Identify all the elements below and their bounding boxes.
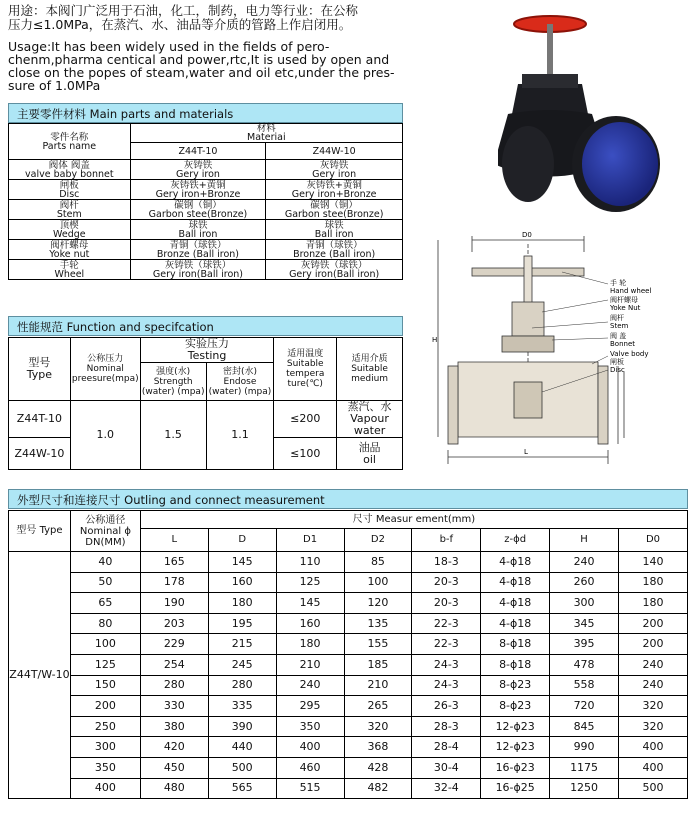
dims-row (9, 634, 688, 655)
func-type-header: 型号 Type (9, 338, 71, 401)
dims-value-cell: 18-3 (412, 552, 481, 573)
dims-measurement-header: 尺寸 Measur ement(mm) (140, 511, 687, 529)
dims-value-cell: 482 (344, 778, 412, 799)
dims-col-header: b-f (412, 529, 481, 552)
label-handwheel-en: Hand wheel (610, 287, 652, 295)
dims-value-cell: 558 (550, 675, 619, 696)
parts-name-cell: 手轮 Wheel (9, 260, 131, 280)
dims-value-cell: 460 (276, 757, 344, 778)
parts-material-cell: 灰铸铁+黄铜 Gery iron+Bronze (266, 180, 403, 200)
dims-dn-cell: 50 (70, 572, 140, 593)
func-endose-value: 1.1 (206, 401, 274, 470)
dims-value-cell: 135 (344, 613, 412, 634)
dims-value-cell: 380 (140, 716, 208, 737)
label-valvebody-en: Valve body (610, 350, 649, 358)
dims-value-cell: 420 (140, 737, 208, 758)
dims-value-cell: 140 (619, 552, 688, 573)
parts-row (9, 240, 403, 260)
parts-name-cell: 顶楔 Wedge (9, 220, 131, 240)
label-yokenut-en: Yoke Nut (610, 304, 641, 312)
dims-value-cell: 295 (276, 696, 344, 717)
dims-value-cell: 4-ϕ18 (481, 572, 550, 593)
dims-dn-cell: 300 (70, 737, 140, 758)
parts-section-header (8, 103, 403, 123)
intro-en-line3: close on the popes of steam,water and oil etc,under the pres- (8, 65, 395, 80)
func-medium1: 蒸汽、水 Vapour water (337, 401, 403, 438)
dims-dn-cell: 400 (70, 778, 140, 799)
parts-material-cell: 青铜（球铁） Bronze (Ball iron) (266, 240, 403, 260)
dims-row (9, 593, 688, 614)
dims-row (9, 675, 688, 696)
dims-value-cell: 20-3 (412, 572, 481, 593)
dims-dn-cell: 65 (70, 593, 140, 614)
label-yokenut-cn: 阀杆螺母 (610, 296, 638, 304)
dims-value-cell: 395 (550, 634, 619, 655)
dims-value-cell: 845 (550, 716, 619, 737)
dims-section-header (8, 489, 688, 509)
dims-value-cell: 178 (140, 572, 208, 593)
dims-value-cell: 200 (619, 634, 688, 655)
label-disc-cn: 闸板 (610, 358, 624, 366)
dims-value-cell: 16-ϕ25 (481, 778, 550, 799)
dims-row (9, 716, 688, 737)
parts-material-cell: 灰铸铁（球铁） Gery iron(Ball iron) (266, 260, 403, 280)
dims-value-cell: 350 (276, 716, 344, 737)
dims-dn-cell: 80 (70, 613, 140, 634)
dims-dn-header: 公称通径 Nominal ϕ DN(MM) (70, 511, 140, 552)
dims-value-cell: 190 (140, 593, 208, 614)
parts-col-name: 零件名称 Parts name (9, 124, 131, 160)
dims-value-cell: 500 (208, 757, 276, 778)
dims-value-cell: 180 (619, 593, 688, 614)
dims-row (9, 757, 688, 778)
parts-material-cell: 球铁 Ball iron (266, 220, 403, 240)
dims-col-header: z-ϕd (481, 529, 550, 552)
dims-value-cell: 515 (276, 778, 344, 799)
dims-table (8, 510, 688, 799)
dims-value-cell: 165 (140, 552, 208, 573)
parts-name-cell: 闸板 Disc (9, 180, 131, 200)
dims-value-cell: 32-4 (412, 778, 481, 799)
dims-row (9, 654, 688, 675)
drawing-h-label: H (432, 336, 438, 344)
parts-material-cell: 碳钢（铜） Garbon stee(Bronze) (266, 200, 403, 220)
dims-section-title: 外型尺寸和连接尺寸 Outling and connect measurement (17, 493, 325, 507)
dims-value-cell: 400 (619, 737, 688, 758)
func-medium2: 油品 oil (337, 438, 403, 470)
dims-dn-cell: 350 (70, 757, 140, 778)
parts-material-cell: 碳钢（铜） Garbon stee(Bronze) (130, 200, 266, 220)
dims-dn-cell: 150 (70, 675, 140, 696)
dims-col-header: H (550, 529, 619, 552)
dims-value-cell: 450 (140, 757, 208, 778)
dims-value-cell: 125 (276, 572, 344, 593)
dims-value-cell: 8-ϕ18 (481, 634, 550, 655)
dims-value-cell: 320 (619, 716, 688, 737)
label-handwheel-cn: 手 轮 (610, 279, 627, 287)
dims-value-cell: 4-ϕ18 (481, 593, 550, 614)
drawing-l-label: L (524, 448, 528, 456)
dims-col-header: D0 (619, 529, 688, 552)
dims-value-cell: 280 (208, 675, 276, 696)
parts-material-cell: 青铜（球铁） Bronze (Ball iron) (130, 240, 266, 260)
dims-value-cell: 390 (208, 716, 276, 737)
dims-value-cell: 254 (140, 654, 208, 675)
func-np-header: 公称压力 Nominal preesure(mpa) (70, 338, 140, 401)
dims-row (9, 613, 688, 634)
dims-value-cell: 210 (276, 654, 344, 675)
dims-value-cell: 100 (344, 572, 412, 593)
dims-value-cell: 990 (550, 737, 619, 758)
parts-row (9, 160, 403, 180)
func-model2: Z44W-10 (9, 438, 71, 470)
dims-value-cell: 8-ϕ18 (481, 654, 550, 675)
intro-en-line4: sure of 1.0MPa (8, 78, 101, 93)
intro-en-line1: Usage:It has been widely used in the fields of pero- (8, 39, 330, 54)
func-test-header: 实验压力 Testing (140, 338, 274, 363)
dims-col-header: D (208, 529, 276, 552)
dims-value-cell: 720 (550, 696, 619, 717)
func-section-title: 性能规范 Function and specifcation (17, 320, 214, 334)
func-model1: Z44T-10 (9, 401, 71, 438)
dims-value-cell: 22-3 (412, 613, 481, 634)
dims-dn-cell: 125 (70, 654, 140, 675)
dims-value-cell: 28-4 (412, 737, 481, 758)
intro-cn-line2: 压力≤1.0MPa，在蒸汽、水、油品等介质的管路上作启闭用。 (8, 17, 352, 32)
label-disc-en: Disc (610, 366, 625, 374)
dims-dn-cell: 250 (70, 716, 140, 737)
dims-value-cell: 24-3 (412, 654, 481, 675)
dims-value-cell: 210 (344, 675, 412, 696)
dims-value-cell: 20-3 (412, 593, 481, 614)
dims-value-cell: 110 (276, 552, 344, 573)
parts-name-cell: 阀杆螺母 Yoke nut (9, 240, 131, 260)
label-stem-cn: 阀杆 (610, 314, 624, 322)
dims-row (9, 737, 688, 758)
dims-value-cell: 160 (208, 572, 276, 593)
drawing-d0-label: D0 (522, 232, 532, 239)
dims-value-cell: 85 (344, 552, 412, 573)
dims-value-cell: 478 (550, 654, 619, 675)
parts-model2: Z44W-10 (266, 143, 403, 160)
dims-dn-cell: 40 (70, 552, 140, 573)
dims-value-cell: 215 (208, 634, 276, 655)
dims-value-cell: 240 (619, 675, 688, 696)
parts-table (8, 123, 403, 280)
func-temp2: ≤100 (274, 438, 337, 470)
intro-text (8, 4, 428, 92)
func-np-value: 1.0 (70, 401, 140, 470)
func-table (8, 337, 403, 470)
intro-en-line2: chenm,pharma centical and power,rtc,It is used by open and (8, 52, 390, 67)
dims-value-cell: 145 (208, 552, 276, 573)
dims-value-cell: 500 (619, 778, 688, 799)
dims-value-cell: 120 (344, 593, 412, 614)
parts-row (9, 200, 403, 220)
dims-value-cell: 1175 (550, 757, 619, 778)
dims-value-cell: 4-ϕ18 (481, 613, 550, 634)
parts-material-cell: 灰铸铁+黄铜 Gery iron+Bronze (130, 180, 266, 200)
parts-material-cell: 灰铸铁 Gery iron (266, 160, 403, 180)
dims-value-cell: 400 (619, 757, 688, 778)
dims-value-cell: 16-ϕ23 (481, 757, 550, 778)
func-endose-header: 密封(水) Endose (water) (mpa) (206, 363, 274, 401)
dims-col-header: D2 (344, 529, 412, 552)
func-strength-value: 1.5 (140, 401, 206, 470)
intro-cn-line1: 用途：本阀门广泛用于石油，化工，制药，电力等行业：在公称 (8, 3, 359, 18)
parts-row (9, 260, 403, 280)
dims-value-cell: 180 (276, 634, 344, 655)
dims-value-cell: 4-ϕ18 (481, 552, 550, 573)
parts-section-title: 主要零件材料 Main parts and materials (17, 107, 234, 121)
dims-value-cell: 180 (208, 593, 276, 614)
dims-value-cell: 145 (276, 593, 344, 614)
dims-row (9, 552, 688, 573)
parts-name-cell: 阀杆 Stem (9, 200, 131, 220)
parts-name-cell: 阀体 阀盖 valve baby bonnet (9, 160, 131, 180)
func-medium-header: 适用介质 Suitable medium (337, 338, 403, 401)
dims-value-cell: 26-3 (412, 696, 481, 717)
valve-drawing (432, 232, 694, 482)
parts-col-material: 材料 Materiai (130, 124, 402, 143)
dims-value-cell: 345 (550, 613, 619, 634)
dims-value-cell: 24-3 (412, 675, 481, 696)
dims-value-cell: 428 (344, 757, 412, 778)
dims-value-cell: 565 (208, 778, 276, 799)
dims-col-header: L (140, 529, 208, 552)
dims-value-cell: 280 (140, 675, 208, 696)
dims-row (9, 696, 688, 717)
dims-value-cell: 240 (550, 552, 619, 573)
parts-material-cell: 灰铸铁（球铁） Gery iron(Ball iron) (130, 260, 266, 280)
dims-value-cell: 400 (276, 737, 344, 758)
dims-value-cell: 12-ϕ23 (481, 737, 550, 758)
dims-value-cell: 240 (619, 654, 688, 675)
dims-value-cell: 320 (619, 696, 688, 717)
dims-value-cell: 200 (619, 613, 688, 634)
dims-dn-cell: 200 (70, 696, 140, 717)
dims-col-header: D1 (276, 529, 344, 552)
dims-value-cell: 245 (208, 654, 276, 675)
dims-dn-cell: 100 (70, 634, 140, 655)
dims-value-cell: 1250 (550, 778, 619, 799)
parts-model1: Z44T-10 (130, 143, 266, 160)
dims-value-cell: 260 (550, 572, 619, 593)
dims-value-cell: 22-3 (412, 634, 481, 655)
dims-model-cell: Z44T/W-10 (9, 552, 71, 799)
func-temp-header: 适用温度 Suitable tempera ture(℃) (274, 338, 337, 401)
dims-value-cell: 229 (140, 634, 208, 655)
parts-material-cell: 球铁 Ball iron (130, 220, 266, 240)
dims-value-cell: 195 (208, 613, 276, 634)
dims-value-cell: 28-3 (412, 716, 481, 737)
label-bonnet-en: Bonnet (610, 340, 636, 348)
parts-row (9, 220, 403, 240)
dims-value-cell: 480 (140, 778, 208, 799)
dims-value-cell: 185 (344, 654, 412, 675)
func-temp1: ≤200 (274, 401, 337, 438)
valve-photo (498, 14, 688, 224)
dims-value-cell: 320 (344, 716, 412, 737)
dims-value-cell: 8-ϕ23 (481, 675, 550, 696)
dims-value-cell: 12-ϕ23 (481, 716, 550, 737)
dims-value-cell: 203 (140, 613, 208, 634)
dims-value-cell: 160 (276, 613, 344, 634)
dims-value-cell: 440 (208, 737, 276, 758)
dims-value-cell: 300 (550, 593, 619, 614)
label-stem-en: Stem (610, 322, 629, 330)
dims-row (9, 572, 688, 593)
dims-type-header: 型号 Type (9, 511, 71, 552)
dims-value-cell: 180 (619, 572, 688, 593)
dims-value-cell: 30-4 (412, 757, 481, 778)
parts-row (9, 180, 403, 200)
dims-value-cell: 155 (344, 634, 412, 655)
dims-value-cell: 240 (276, 675, 344, 696)
label-bonnet-cn: 阀 盖 (610, 332, 627, 340)
func-section-header (8, 316, 403, 336)
dims-row (9, 778, 688, 799)
parts-material-cell: 灰铸铁 Gery iron (130, 160, 266, 180)
dims-value-cell: 335 (208, 696, 276, 717)
dims-value-cell: 330 (140, 696, 208, 717)
dims-value-cell: 368 (344, 737, 412, 758)
dims-value-cell: 8-ϕ23 (481, 696, 550, 717)
dims-value-cell: 265 (344, 696, 412, 717)
func-strength-header: 强度(水) Strength (water) (mpa) (140, 363, 206, 401)
